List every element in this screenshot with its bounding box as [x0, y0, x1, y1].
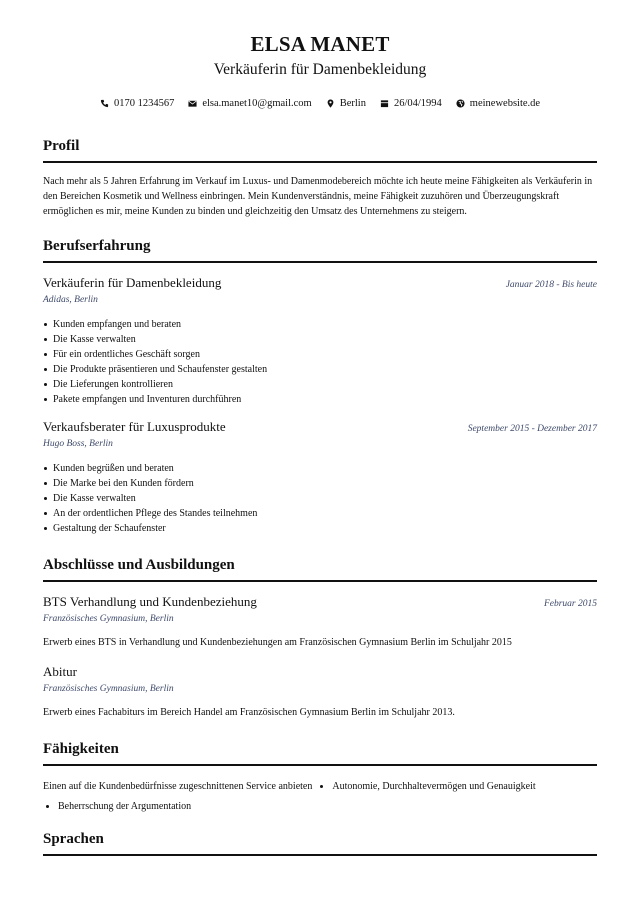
section-skills: [43, 740, 597, 817]
job-title: Verkaufsberater für Luxusprodukte: [43, 418, 226, 434]
job-date: September 2015 - Dezember 2017: [467, 423, 597, 434]
degree-school: Französisches Gymnasium, Berlin: [43, 613, 174, 624]
job-task: Die Lieferungen kontrollieren: [43, 377, 597, 392]
job-task: Die Kasse verwalten: [43, 491, 597, 506]
skill-item: [312, 780, 535, 794]
section-experience: [43, 237, 597, 536]
job-task: Kunden begrüßen und beraten: [43, 461, 597, 476]
job-date: Januar 2018 - Bis heute: [505, 279, 597, 290]
bullet-icon: [46, 805, 49, 808]
contact-birthdate-text: 26/04/1994: [393, 97, 442, 109]
profile-summary: Nach mehr als 5 Jahren Erfahrung im Verkauf im Luxus- und Damenmodebereich möchte ich heute meine Fähigkeiten als Verkäuferin in den Bereichen Kosmetik und Wellness einbringen. Mein Kundenverständnis, meine Fähigkeit zuzuhören und Überzeugungskraft ermöglichen es mir, meine Kunden zu binden und gleichzeitig den Umsatz des Unternehmens zu steigern.: [43, 175, 593, 217]
contact-location-text: Berlin: [339, 97, 366, 109]
contact-bar: [43, 96, 597, 110]
skill-text: Einen auf die Kundenbedürfnisse zugeschnittenen Service anbieten: [43, 780, 313, 792]
section-languages: [43, 830, 597, 856]
section-divider: [43, 764, 597, 766]
job-task: Kunden empfangen und beraten: [43, 317, 597, 332]
section-divider: [43, 161, 597, 163]
contact-website-text[interactable]: meinewebsite.de: [469, 97, 541, 109]
job-task: Pakete empfangen und Inventuren durchführen: [43, 392, 597, 407]
section-heading-skills: Fähigkeiten: [43, 741, 119, 757]
skill-item: [43, 800, 191, 814]
section-education: [43, 556, 597, 720]
contact-website[interactable]: [456, 98, 540, 109]
job-company: Adidas, Berlin: [43, 294, 98, 305]
resume-page: [43, 0, 597, 847]
job-entry: [43, 275, 597, 407]
skills-list: [43, 777, 597, 817]
job-entry: [43, 419, 597, 536]
job-task: Die Marke bei den Kunden fördern: [43, 476, 597, 491]
job-tasks: [43, 461, 597, 536]
education-entry: [43, 664, 597, 720]
globe-icon: [456, 99, 465, 108]
contact-location: [326, 98, 366, 109]
job-task: Die Kasse verwalten: [43, 332, 597, 347]
section-profile: [43, 137, 597, 219]
job-company: Hugo Boss, Berlin: [43, 438, 113, 449]
degree-date: Februar 2015: [543, 598, 597, 609]
candidate-title: Verkäuferin für Damenbekleidung: [213, 61, 427, 78]
map-pin-icon: [326, 99, 335, 108]
skill-text: Autonomie, Durchhaltevermögen und Genauigkeit: [332, 780, 536, 792]
contact-phone-text: 0170 1234567: [113, 97, 175, 109]
section-divider: [43, 580, 597, 582]
resume-header: [43, 0, 597, 110]
phone-icon: [100, 99, 109, 108]
degree-description: Erwerb eines BTS in Verhandlung und Kundenbeziehungen am Französischen Gymnasium Berlin im Schuljahr 2015: [43, 636, 512, 648]
contact-birthdate: [380, 98, 442, 109]
section-heading-profile: Profil: [43, 138, 80, 154]
section-heading-languages: Sprachen: [43, 831, 104, 847]
contact-email-text[interactable]: elsa.manet10@gmail.com: [202, 97, 312, 109]
contact-phone: [100, 98, 174, 109]
bullet-icon: [320, 785, 323, 788]
degree-title: Abitur: [43, 663, 77, 679]
envelope-icon: [188, 99, 197, 108]
job-task: An der ordentlichen Pflege des Standes teilnehmen: [43, 506, 597, 521]
skill-item: [43, 780, 312, 794]
degree-school: Französisches Gymnasium, Berlin: [43, 683, 174, 694]
education-entry: [43, 594, 597, 650]
section-divider: [43, 261, 597, 263]
candidate-name: ELSA MANET: [250, 32, 390, 56]
job-title: Verkäuferin für Damenbekleidung: [43, 274, 222, 290]
skill-text: Beherrschung der Argumentation: [58, 800, 192, 812]
section-divider: [43, 854, 597, 856]
job-tasks: [43, 317, 597, 407]
section-heading-education: Abschlüsse und Ausbildungen: [43, 557, 235, 573]
section-heading-experience: Berufserfahrung: [43, 238, 151, 254]
calendar-icon: [380, 99, 389, 108]
job-task: Für ein ordentliches Geschäft sorgen: [43, 347, 597, 362]
degree-title: BTS Verhandlung und Kundenbeziehung: [43, 593, 257, 609]
contact-email[interactable]: [188, 98, 311, 109]
job-task: Die Produkte präsentieren und Schaufenster gestalten: [43, 362, 597, 377]
degree-description: Erwerb eines Fachabiturs im Bereich Handel am Französischen Gymnasium Berlin im Schuljahr 2013.: [43, 706, 455, 718]
job-task: Gestaltung der Schaufenster: [43, 521, 597, 536]
